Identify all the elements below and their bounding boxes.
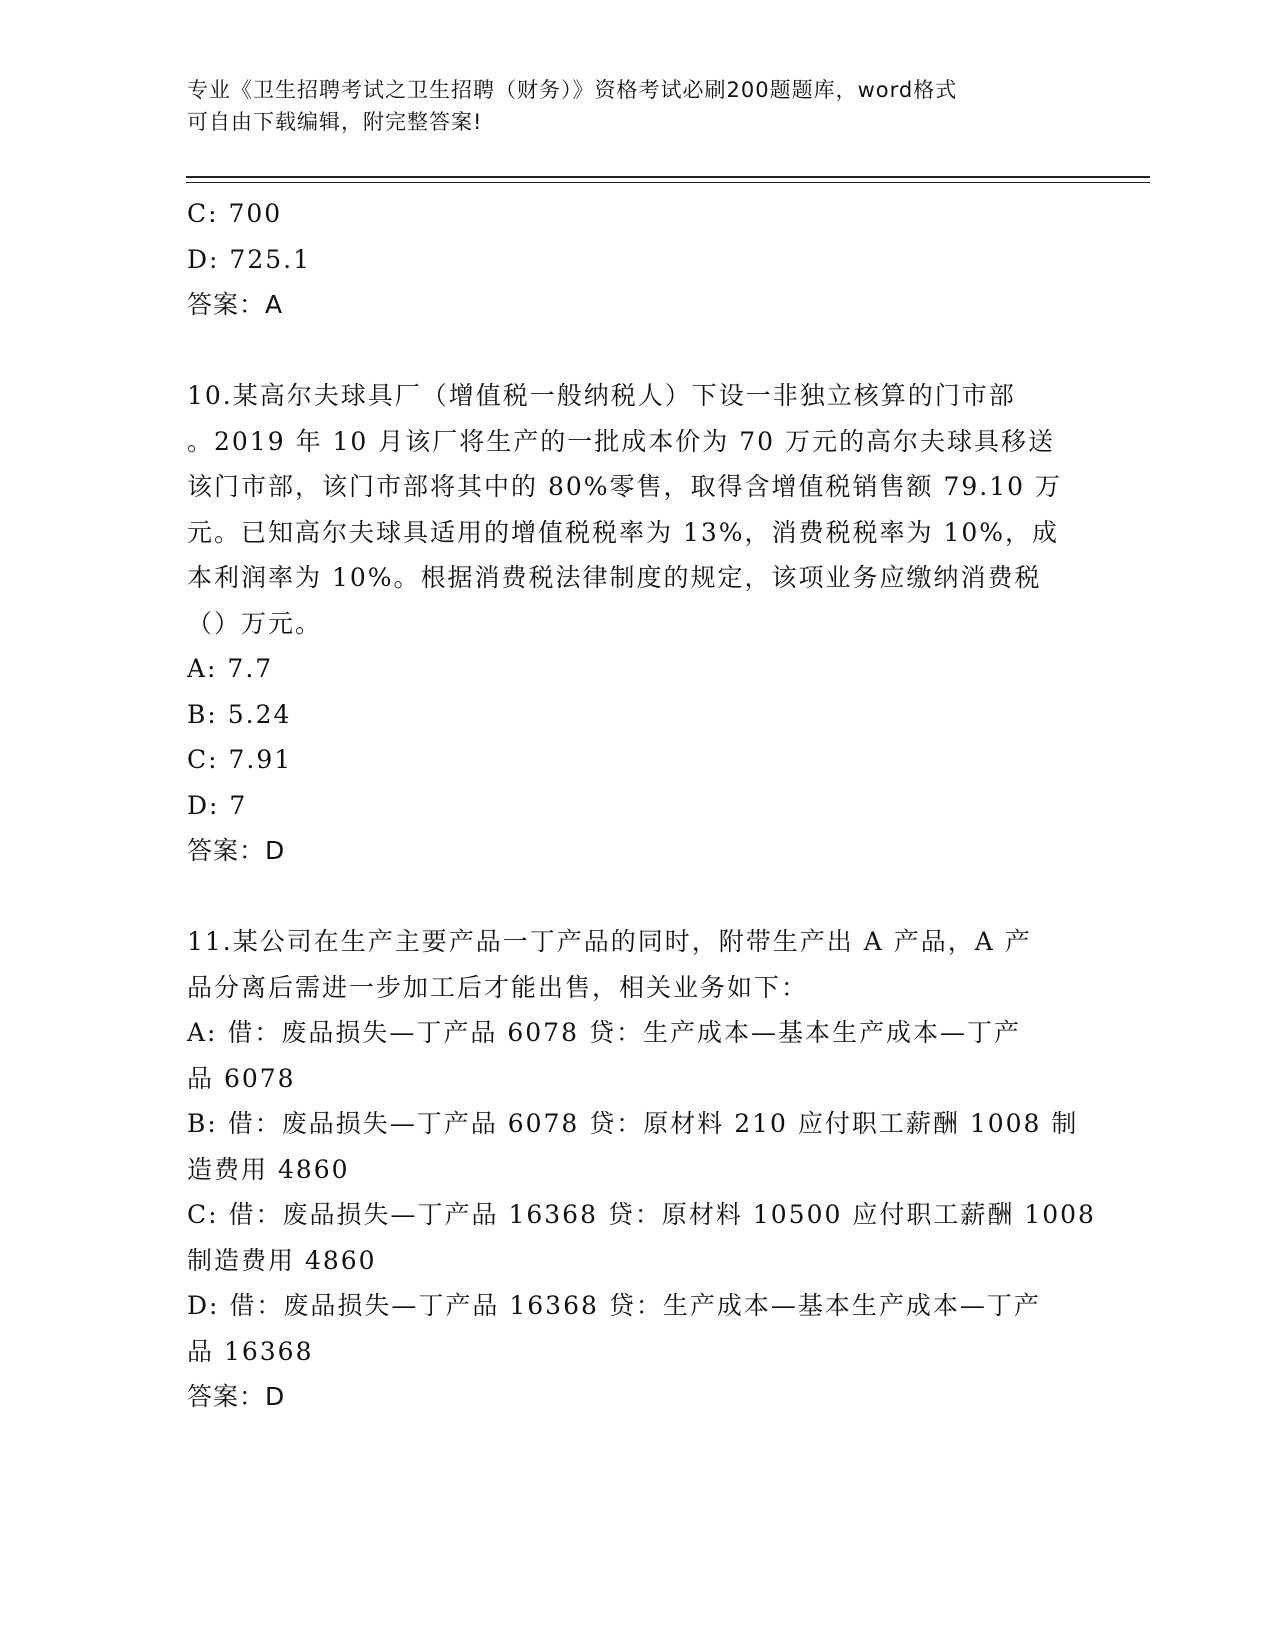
q10-option-d: D: 7: [187, 790, 248, 820]
page-header: [187, 74, 1087, 138]
q11-option-b-cont: 造费用 4860: [187, 1154, 350, 1184]
spacer: [187, 328, 1087, 374]
q10-stem-line: 该门市部，该门市部将其中的 80%零售，取得含增值税销售额 79.10 万: [187, 472, 1062, 501]
q10-stem-line: 元。已知高尔夫球具适用的增值税税率为 13%，消费税税率为 10%，成: [187, 517, 1060, 547]
q10-option-b: B: 5.24: [187, 699, 292, 729]
q11-option-d: D: 借：废品损失—丁产品 16368 贷：生产成本—基本生产成本—丁产: [187, 1291, 1041, 1320]
q9-option-c: C: 700: [187, 199, 283, 228]
q9-answer: 答案：A: [187, 290, 284, 319]
header-line-1: 专业《卫生招聘考试之卫生招聘（财务）》资格考试必刷200题题库，word格式: [187, 78, 958, 102]
q11-option-c-cont: 制造费用 4860: [187, 1245, 377, 1275]
q10-answer: 答案：D: [187, 836, 286, 865]
header-divider-thin: [186, 182, 1150, 183]
q11-option-d-cont: 品 16368: [187, 1336, 314, 1366]
question-9-tail: [187, 191, 1087, 328]
q10-option-a: A: 7.7: [187, 654, 274, 683]
q11-option-c: C: 借：废品损失—丁产品 16368 贷：原材料 10500 应付职工薪酬 1008: [187, 1200, 1096, 1229]
q11-stem-line: 11.某公司在生产主要产品一丁产品的同时，附带生产出 A 产品，A 产: [187, 927, 1032, 956]
question-10: [187, 373, 1087, 874]
document-body: [187, 191, 1096, 1420]
q10-stem-line: 。2019 年 10 月该厂将生产的一批成本价为 70 万元的高尔夫球具移送: [187, 426, 1055, 456]
q10-option-c: C: 7.91: [187, 745, 293, 774]
header-line-2: 可自由下载编辑，附完整答案!: [187, 110, 483, 134]
q11-option-b: B: 借：废品损失—丁产品 6078 贷：原材料 210 应付职工薪酬 1008 制: [187, 1109, 1079, 1138]
question-11: [187, 919, 1096, 1420]
q11-answer: 答案：D: [187, 1382, 286, 1411]
q9-option-d: D: 725.1: [187, 244, 311, 274]
q10-stem-line: 10.某高尔夫球具厂（增值税一般纳税人）下设一非独立核算的门市部: [187, 381, 1016, 410]
q11-option-a: A: 借：废品损失—丁产品 6078 贷：生产成本—基本生产成本—丁产: [187, 1018, 1021, 1047]
q10-stem-line: （）万元。: [187, 608, 323, 638]
q11-option-a-cont: 品 6078: [187, 1063, 296, 1093]
q10-stem-line: 本利润率为 10%。根据消费税法律制度的规定，该项业务应缴纳消费税: [187, 563, 1042, 592]
q11-stem-line: 品分离后需进一步加工后才能出售，相关业务如下：: [187, 972, 809, 1002]
header-divider-thick: [186, 176, 1150, 178]
spacer: [187, 874, 1087, 920]
